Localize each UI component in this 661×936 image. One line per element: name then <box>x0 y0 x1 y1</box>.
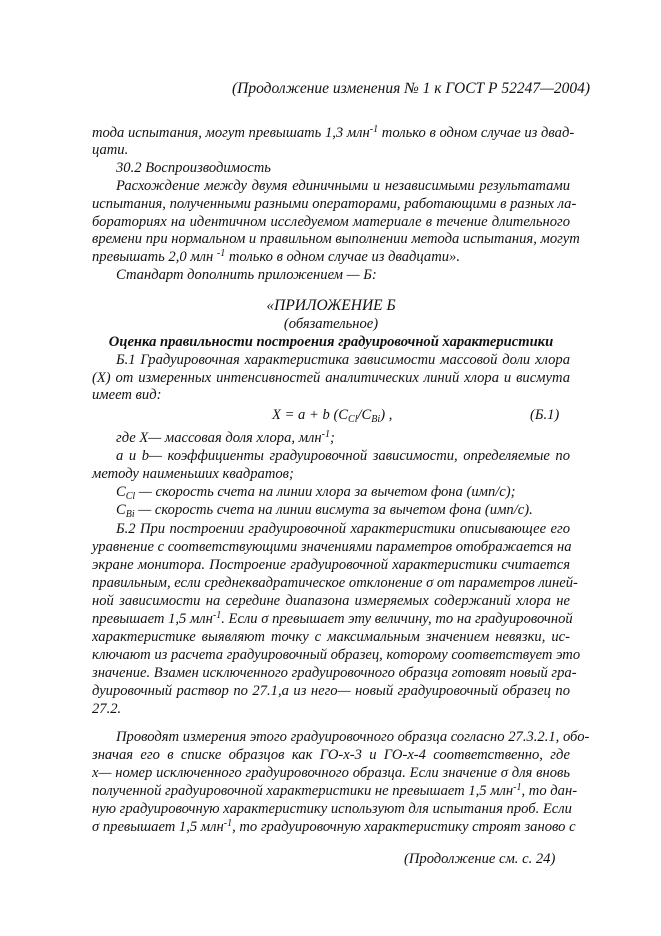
para2-line-1: Расхождение между двумя единичными и независимыми результатами <box>116 178 570 194</box>
measure-line-4: полученной градуировочной характеристики не превышает 1,5 млн$^{-1}$, то дан- <box>92 782 578 799</box>
para2-line-4: времени при нормальном и правильном выполнении метода испытания, могут <box>92 231 580 247</box>
formula-number: (Б.1) <box>530 407 560 423</box>
b1-line-2: (X) от измеренных интенсивностей аналитических линий хлора и висмута <box>92 370 570 386</box>
b2-line-3: экране монитора. Построение градуировочной характеристики считается <box>92 557 570 573</box>
measure-line-3: х— номер исключенного градуировочного образца. Если значение σ для вновь <box>92 765 570 781</box>
b2-line-5: ной зависимости на середине диапазона измеряемых содержаний хлора не <box>92 593 570 609</box>
para2-line-5: превышать 2,0 млн $^{-1}$ только в одном случае из двадцати». <box>92 248 460 265</box>
b2-line-1: Б.2 При построении градуировочной характеристики описывающее его <box>116 521 570 537</box>
continuation-footer: (Продолжение см. с. 24) <box>404 851 556 867</box>
appendix-status: (обязательное) <box>283 316 379 332</box>
appendix-title: «ПРИЛОЖЕНИЕ Б <box>266 297 396 314</box>
definition-x: где X— массовая доля хлора, млн$^{-1}$; <box>116 429 335 446</box>
formula-expression: X = a + b $(C_{Cl}/C_{Bi})$ , <box>272 407 393 425</box>
measure-line-1: Проводят измерения этого градуировочного образца согласно 27.3.2.1, обо- <box>116 729 590 745</box>
supplement-note: Стандарт дополнить приложением — Б: <box>116 267 377 283</box>
para1-line-1: тода испытания, могут превышать 1,3 млн$^{-1}$ только в одном случае из двад- <box>92 124 575 141</box>
continuation-header: (Продолжение изменения № 1 к ГОСТ Р 52247—2004) <box>232 80 591 97</box>
para2-line-2: испытания, полученными разными операторами, работающими в разных ла- <box>92 196 577 212</box>
appendix-heading: Оценка правильности построения градуировочной характеристики <box>108 334 554 350</box>
b2-line-11: 27.2. <box>92 701 122 717</box>
definition-ab-line-2: методу наименьших квадратов; <box>92 466 294 482</box>
b2-line-4: правильным, если среднеквадратическое отклонение σ от параметров линей- <box>92 575 578 591</box>
para1-line-2: цати. <box>92 142 129 158</box>
b2-line-9: значение. Взамен исключенного градуировочного образца готовят новый гра- <box>92 665 577 681</box>
definition-ab-line-1: a и b— коэффициенты градуировочной зависимости, определяемые по <box>116 448 570 464</box>
section-30-2-title: 30.2 Воспроизводимость <box>116 160 271 176</box>
b2-line-10: дуировочный раствор по 27.1,а из него— новый градуировочный образец по <box>92 683 570 699</box>
b2-line-2: уравнение с соответствующими значениями параметров отображается на <box>92 539 572 555</box>
measure-line-6: σ превышает 1,5 млн$^{-1}$, то градуировочную характеристику строят заново с <box>92 818 576 835</box>
b2-line-6: превышает 1,5 млн$^{-1}$. Если σ превышает эту величину, то на градуировочной <box>92 610 573 627</box>
definition-ccl: $C_{Cl}$ — скорость счета на линии хлора за вычетом фона (имп/с); <box>116 484 516 502</box>
b2-line-7: характеристике выявляют точку с максимальным значением невязки, ис- <box>92 629 570 645</box>
para2-line-3: бораториях на идентичном исследуемом материале в течение длительного <box>92 214 570 230</box>
definition-cbi: $C_{Bi}$ — скорость счета на линии висмута за вычетом фона (имп/с). <box>116 502 533 520</box>
b1-line-3: имеет вид: <box>92 387 162 403</box>
b1-line-1: Б.1 Градуировочная характеристика зависимости массовой доли хлора <box>116 352 570 368</box>
measure-line-5: ную градуировочную характеристику используют для испытания проб. Если <box>92 801 572 817</box>
b2-line-8: ключают из расчета градуировочный образец, которому соответствует это <box>92 647 581 663</box>
measure-line-2: значая его в списке образцов как ГО-х-3 и ГО-х-4 соответственно, где <box>92 747 570 763</box>
